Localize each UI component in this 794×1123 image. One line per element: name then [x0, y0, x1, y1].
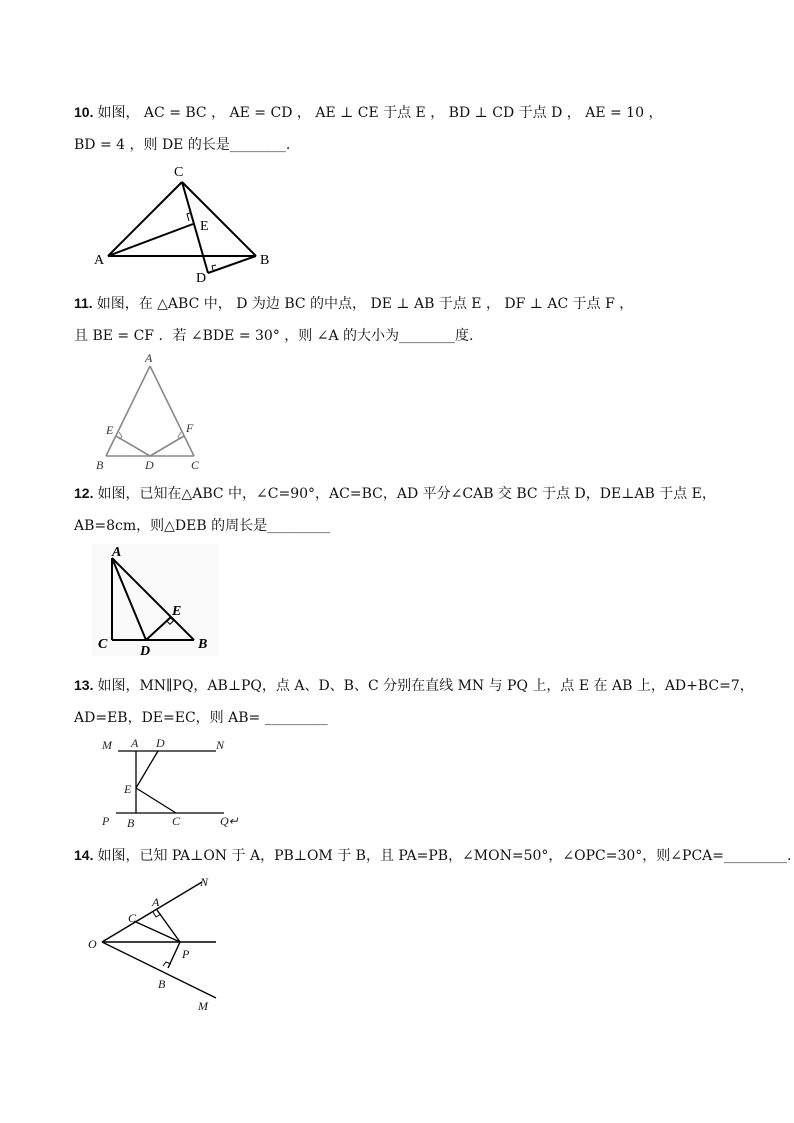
q10-line-ac [108, 182, 182, 256]
q12-figure [90, 542, 220, 660]
q13-label-d: D [156, 736, 165, 750]
q11-label-b: B [96, 458, 104, 472]
q14-line-pb [168, 942, 180, 968]
q12-label-c: C [98, 637, 108, 652]
q13-figure [96, 733, 256, 833]
q12-number: 12. [74, 485, 94, 501]
q13-label-a: A [131, 736, 139, 750]
q10-right-angle-e [187, 213, 190, 221]
q14-figure [84, 870, 234, 1014]
q12-label-a: A [112, 545, 122, 560]
q10-text-line2: BD = 4 ，则 DE 的长是________. [74, 137, 291, 153]
q13-label-m: M [102, 738, 112, 752]
q10-label-e: E [200, 219, 209, 234]
q14-label-m: M [198, 999, 208, 1013]
q10-figure [90, 162, 290, 282]
q14-label-n: N [200, 875, 209, 889]
q14-number: 14. [74, 847, 94, 863]
q13-label-e: E [124, 782, 132, 796]
q10-label-d: D [196, 271, 207, 282]
q11-line-df [150, 436, 184, 456]
q12-text-line1: 如图，已知在△ABC 中，∠C=90°，AC=BC，AD 平分∠CAB 交 BC 于点 D，DE⊥AB 于点 E， [97, 486, 716, 502]
q13-number: 13. [74, 677, 94, 693]
q10-label-a: A [94, 253, 105, 268]
q14-label-a: A [152, 895, 160, 909]
q14-ray-on [102, 882, 202, 942]
q10-label-c: C [174, 165, 184, 180]
q11-line-de [116, 436, 150, 456]
q13-line-ed [136, 751, 158, 788]
q13-text-line1: 如图，MN∥PQ，AB⊥PQ，点 A、D、B、C 分别在直线 MN 与 PQ 上，点 E 在 AB 上，AD+BC=7， [97, 678, 754, 694]
q11-line1 [74, 293, 633, 313]
q13-label-q: Q↵ [220, 814, 239, 828]
q10-line1 [74, 102, 662, 122]
q14-text-line1: 如图，已知 PA⊥ON 于 A，PB⊥OM 于 B，且 PA=PB，∠MON=50°，∠OPC=30°，则∠PCA=_________. [97, 848, 792, 864]
q14-line1 [74, 845, 791, 865]
q10-line-bd [208, 256, 256, 273]
q13-line1 [74, 675, 754, 695]
q13-line2 [74, 707, 328, 727]
q11-label-f: F [186, 421, 194, 435]
q13-text-line2: AD=EB，DE=EC，则 AB= _________ [74, 710, 328, 726]
q11-line2 [74, 325, 473, 345]
q10-line-ae [108, 224, 193, 256]
q12-line1 [74, 483, 716, 503]
q11-figure [90, 348, 220, 474]
q13-label-c: C [172, 814, 181, 828]
q13-line-ec [136, 788, 176, 813]
q10-number: 10. [74, 104, 94, 120]
q13-label-p: P [102, 814, 110, 828]
q11-text-line1: 如图，在 △ABC 中， D 为边 BC 的中点， DE ⊥ AB 于点 E ， DF ⊥ AC 于点 F ， [96, 296, 634, 312]
q14-label-c: C [128, 911, 137, 925]
q13-label-b: B [127, 816, 135, 830]
q10-label-b: B [260, 253, 270, 268]
q14-label-p: P [182, 947, 190, 961]
q14-label-o: O [88, 937, 97, 951]
q12-label-d: D [140, 644, 151, 659]
q12-label-b: B [198, 637, 208, 652]
q12-text-line2: AB=8cm，则△DEB 的周长是_________ [74, 518, 331, 534]
q14-label-b: B [158, 977, 166, 991]
q11-label-e: E [106, 423, 114, 437]
q11-label-a: A [145, 351, 153, 365]
q10-line2 [74, 134, 290, 154]
q11-number: 11. [74, 295, 93, 311]
q10-right-angle-d [212, 265, 216, 270]
q11-label-c: C [191, 458, 200, 472]
q13-label-n: N [216, 738, 225, 752]
q10-text-line1: 如图， AC = BC ， AE = CD ， AE ⊥ CE 于点 E ， BD ⊥ CD 于点 D ， AE = 10 ， [97, 105, 663, 121]
q12-line2 [74, 515, 330, 535]
q11-text-line2: 且 BE = CF ．若 ∠BDE = 30° ，则 ∠A 的大小为________度. [74, 328, 474, 344]
q12-label-e: E [172, 604, 182, 619]
q11-label-d: D [145, 458, 154, 472]
